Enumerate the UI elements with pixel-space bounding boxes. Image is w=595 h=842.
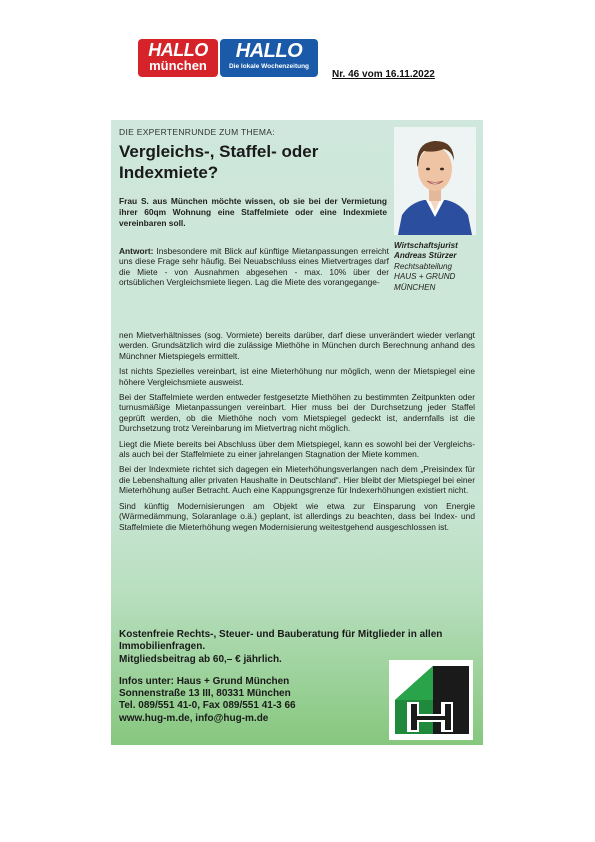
promo-line: Kostenfreie Rechts-, Steuer- und Bauberatung für Mitglieder in allen Immobilienfragen.: [119, 629, 443, 653]
answer-intro: [119, 246, 389, 288]
fee-line: Mitgliedsbeitrag ab 60,– € jährlich.: [119, 653, 282, 665]
haus-und-grund-logo: [389, 660, 473, 740]
answer-label: Antwort:: [119, 246, 154, 256]
paragraph: nen Mietverhältnisses (sog. Vormiete) bereits darüber, darf diese unverändert wieder verlangt werden. Grundsätzlich wird die zulässige Miethöhe in München durch Berechnung anhand des Münchner Mietspiegels ermittelt.: [119, 330, 475, 361]
contact-line-2: Sonnenstraße 13 III, 80331 München: [119, 688, 291, 700]
reader-question: Frau S. aus München möchte wissen, ob sie bei der Vermietung ihrer 60qm Wohnung eine Staffelmiete oder eine Indexmiete vereinbaren soll.: [119, 196, 387, 228]
logo-blue-bottom: Die lokale Wochenzeitung: [228, 63, 310, 70]
hallo-wochenzeitung-logo: [220, 39, 318, 77]
expert-name: Andreas Stürzer: [394, 251, 457, 261]
headline-line-1: Vergleichs-, Staffel- oder: [119, 142, 319, 161]
kicker: DIE EXPERTENRUNDE ZUM THEMA:: [119, 127, 275, 137]
logo-blue-top: HALLO: [235, 40, 303, 62]
expert-caption: [394, 241, 479, 293]
expert-org-1: HAUS + GRUND: [394, 272, 456, 282]
expert-department: Rechtsabteilung: [394, 261, 453, 271]
paragraph: Sind künftig Modernisierungen am Objekt wie etwa zur Einsparung von Energie (Wärmedämmung, Solaranlage o.ä.) geplant, ist allerdings zu beachten, dass bei Index- und Staffelmiete die Mieterhöhung wegen Modernisierung weitestgehend ausgeschlossen ist.: [119, 500, 475, 532]
article-box: [111, 120, 483, 745]
hallo-muenchen-logo: [138, 39, 218, 77]
paragraph: Bei der Indexmiete richtet sich dagegen ein Mieterhöhungsverlangen nach dem „Preisindex für die Lebenshaltung aller privaten Haushalte in Deutschland“. Hier bleibt der Mietspiegel bei einer Mieterhöhung außer Betracht. Auch eine Kappungsgrenze für Indexerhöhungen existiert nicht.: [119, 464, 475, 496]
paragraph: Bei der Staffelmiete werden entweder festgesetzte Miethöhen zu bestimmten Zeitpunkten oder turnusmäßige Mietanpassungen vereinbart. Hier muss bei der Durchsetzung jeder Staffel geprüft werden, ob die Miethöhe noch vom Mietspiegel gedeckt ist, andernfalls ist die Durchsetzung trotz Vereinbarung im Mietvertrag nicht möglich.: [119, 392, 475, 434]
answer-intro-text: Insbesondere mit Blick auf künftige Mietanpassungen erreicht uns diese Frage sehr häufig. Bei Neuabschluss eines Mietvertrages darf die Miete - von Ausnahmen abgesehen - max. 10% über der ortsüblichen Vergleichsmiete liegen. Lag die Miete des vorangegange-: [119, 246, 389, 288]
issue-date: Nr. 46 vom 16.11.2022: [332, 69, 435, 80]
house-logo-icon: [389, 660, 473, 740]
headline-line-2: Indexmiete?: [119, 163, 219, 182]
contact-block: [119, 676, 379, 725]
expert-org-2: MÜNCHEN: [394, 282, 436, 292]
expert-portrait-icon: [394, 127, 476, 235]
contact-line-4: www.hug-m.de, info@hug-m.de: [119, 712, 269, 724]
article-body: [119, 330, 475, 537]
paragraph: Ist nichts Spezielles vereinbart, ist eine Mieterhöhung nur möglich, wenn der Mietspiegel eine höhere Vergleichsmiete ausweist.: [119, 366, 475, 387]
logo-red-top: HALLO: [148, 40, 208, 60]
contact-line-1: Infos unter: Haus + Grund München: [119, 676, 290, 687]
logo-red-bottom: münchen: [149, 58, 207, 73]
expert-photo: [394, 127, 476, 235]
paragraph: Liegt die Miete bereits bei Abschluss über dem Mietspiegel, kann es sowohl bei der Vergleichs- als auch bei der Staffelmiete zu einer jahrelangen Stagnation der Miete kommen.: [119, 438, 475, 460]
contact-line-3: Tel. 089/551 41-0, Fax 089/551 41-3 66: [119, 700, 296, 712]
expert-title: Wirtschaftsjurist: [394, 241, 458, 250]
headline: [119, 141, 389, 183]
